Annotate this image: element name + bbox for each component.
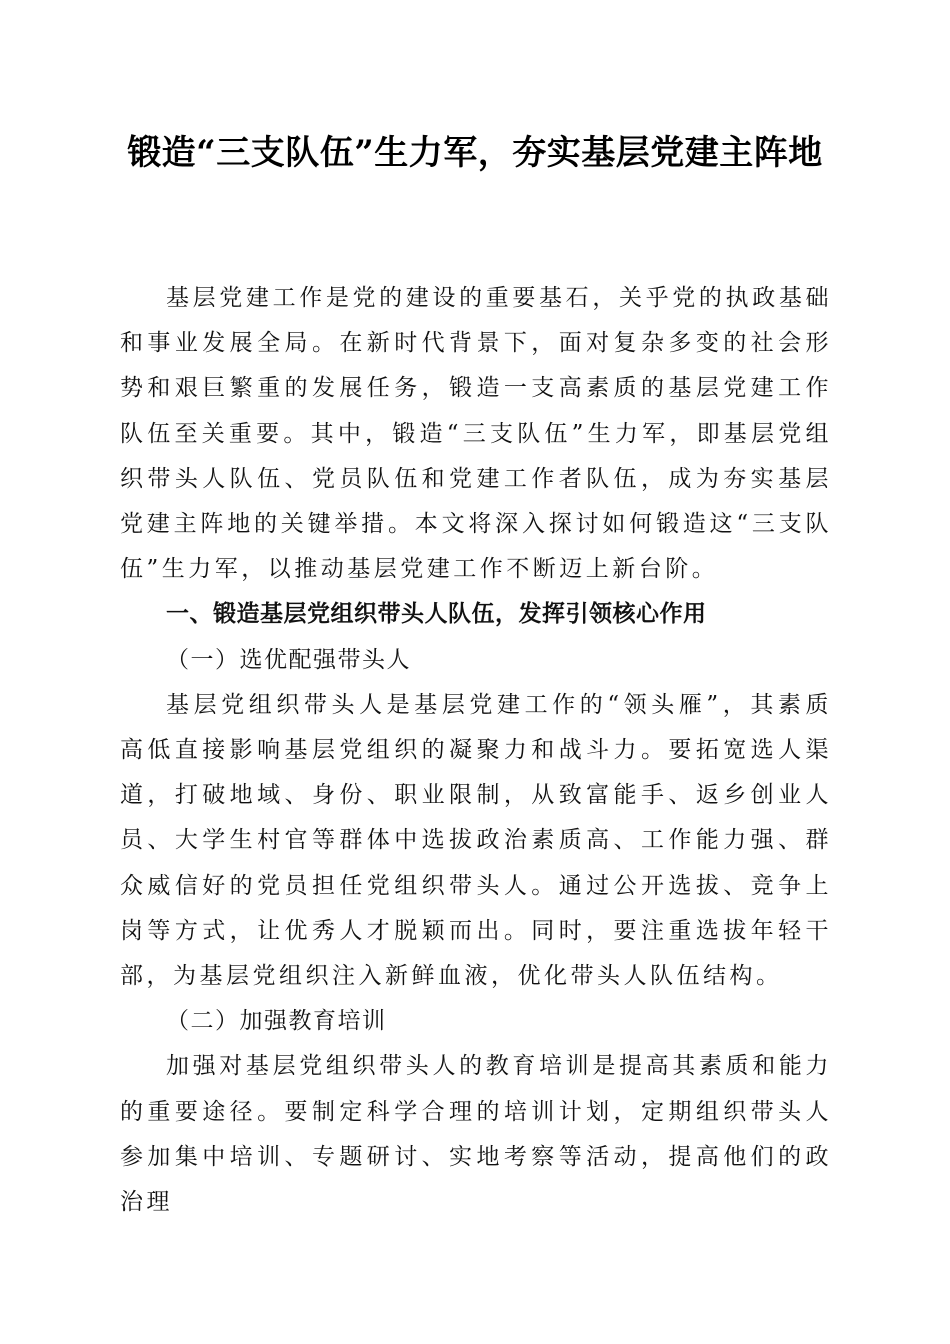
section-1-heading: 一、锻造基层党组织带头人队伍，发挥引领核心作用 — [166, 601, 707, 628]
subsection-1-paragraph: 基层党组织带头人是基层党建工作的“领头雁”，其素质高低直接影响基层党组织的凝聚力和战斗力。要拓宽选人渠道，打破地域、身份、职业限制，从致富能手、返乡创业人员、大学生村官等群体中选拔政治素质高、工作能力强、群众威信好的党员担任党组织带头人。通过公开选拔、竞争上岗等方式，让优秀人才脱颖而出。同时，要注重选拔年轻干部，为基层党组织注入新鲜血液，优化带头人队伍结构。 — [120, 691, 832, 990]
subsection-2-heading: （二）加强教育培训 — [166, 1008, 387, 1035]
subsection-2-paragraph: 加强对基层党组织带头人的教育培训是提高其素质和能力的重要途径。要制定科学合理的培训计划，定期组织带头人参加集中培训、专题研讨、实地考察等活动，提高他们的政治理 — [120, 1053, 832, 1216]
subsection-1-heading: （一）选优配强带头人 — [166, 646, 411, 673]
document-title: 锻造“三支队伍”生力军，夯实基层党建主阵地 — [127, 133, 823, 173]
intro-paragraph: 基层党建工作是党的建设的重要基石，关乎党的执政基础和事业发展全局。在新时代背景下，面对复杂多变的社会形势和艰巨繁重的发展任务，锻造一支高素质的基层党建工作队伍至关重要。其中，锻造“三支队伍”生力军，即基层党组织带头人队伍、党员队伍和党建工作者队伍，成为夯实基层党建主阵地的关键举措。本文将深入探讨如何锻造这“三支队伍”生力军，以推动基层党建工作不断迈上新台阶。 — [120, 285, 832, 583]
document-body — [120, 276, 832, 1225]
